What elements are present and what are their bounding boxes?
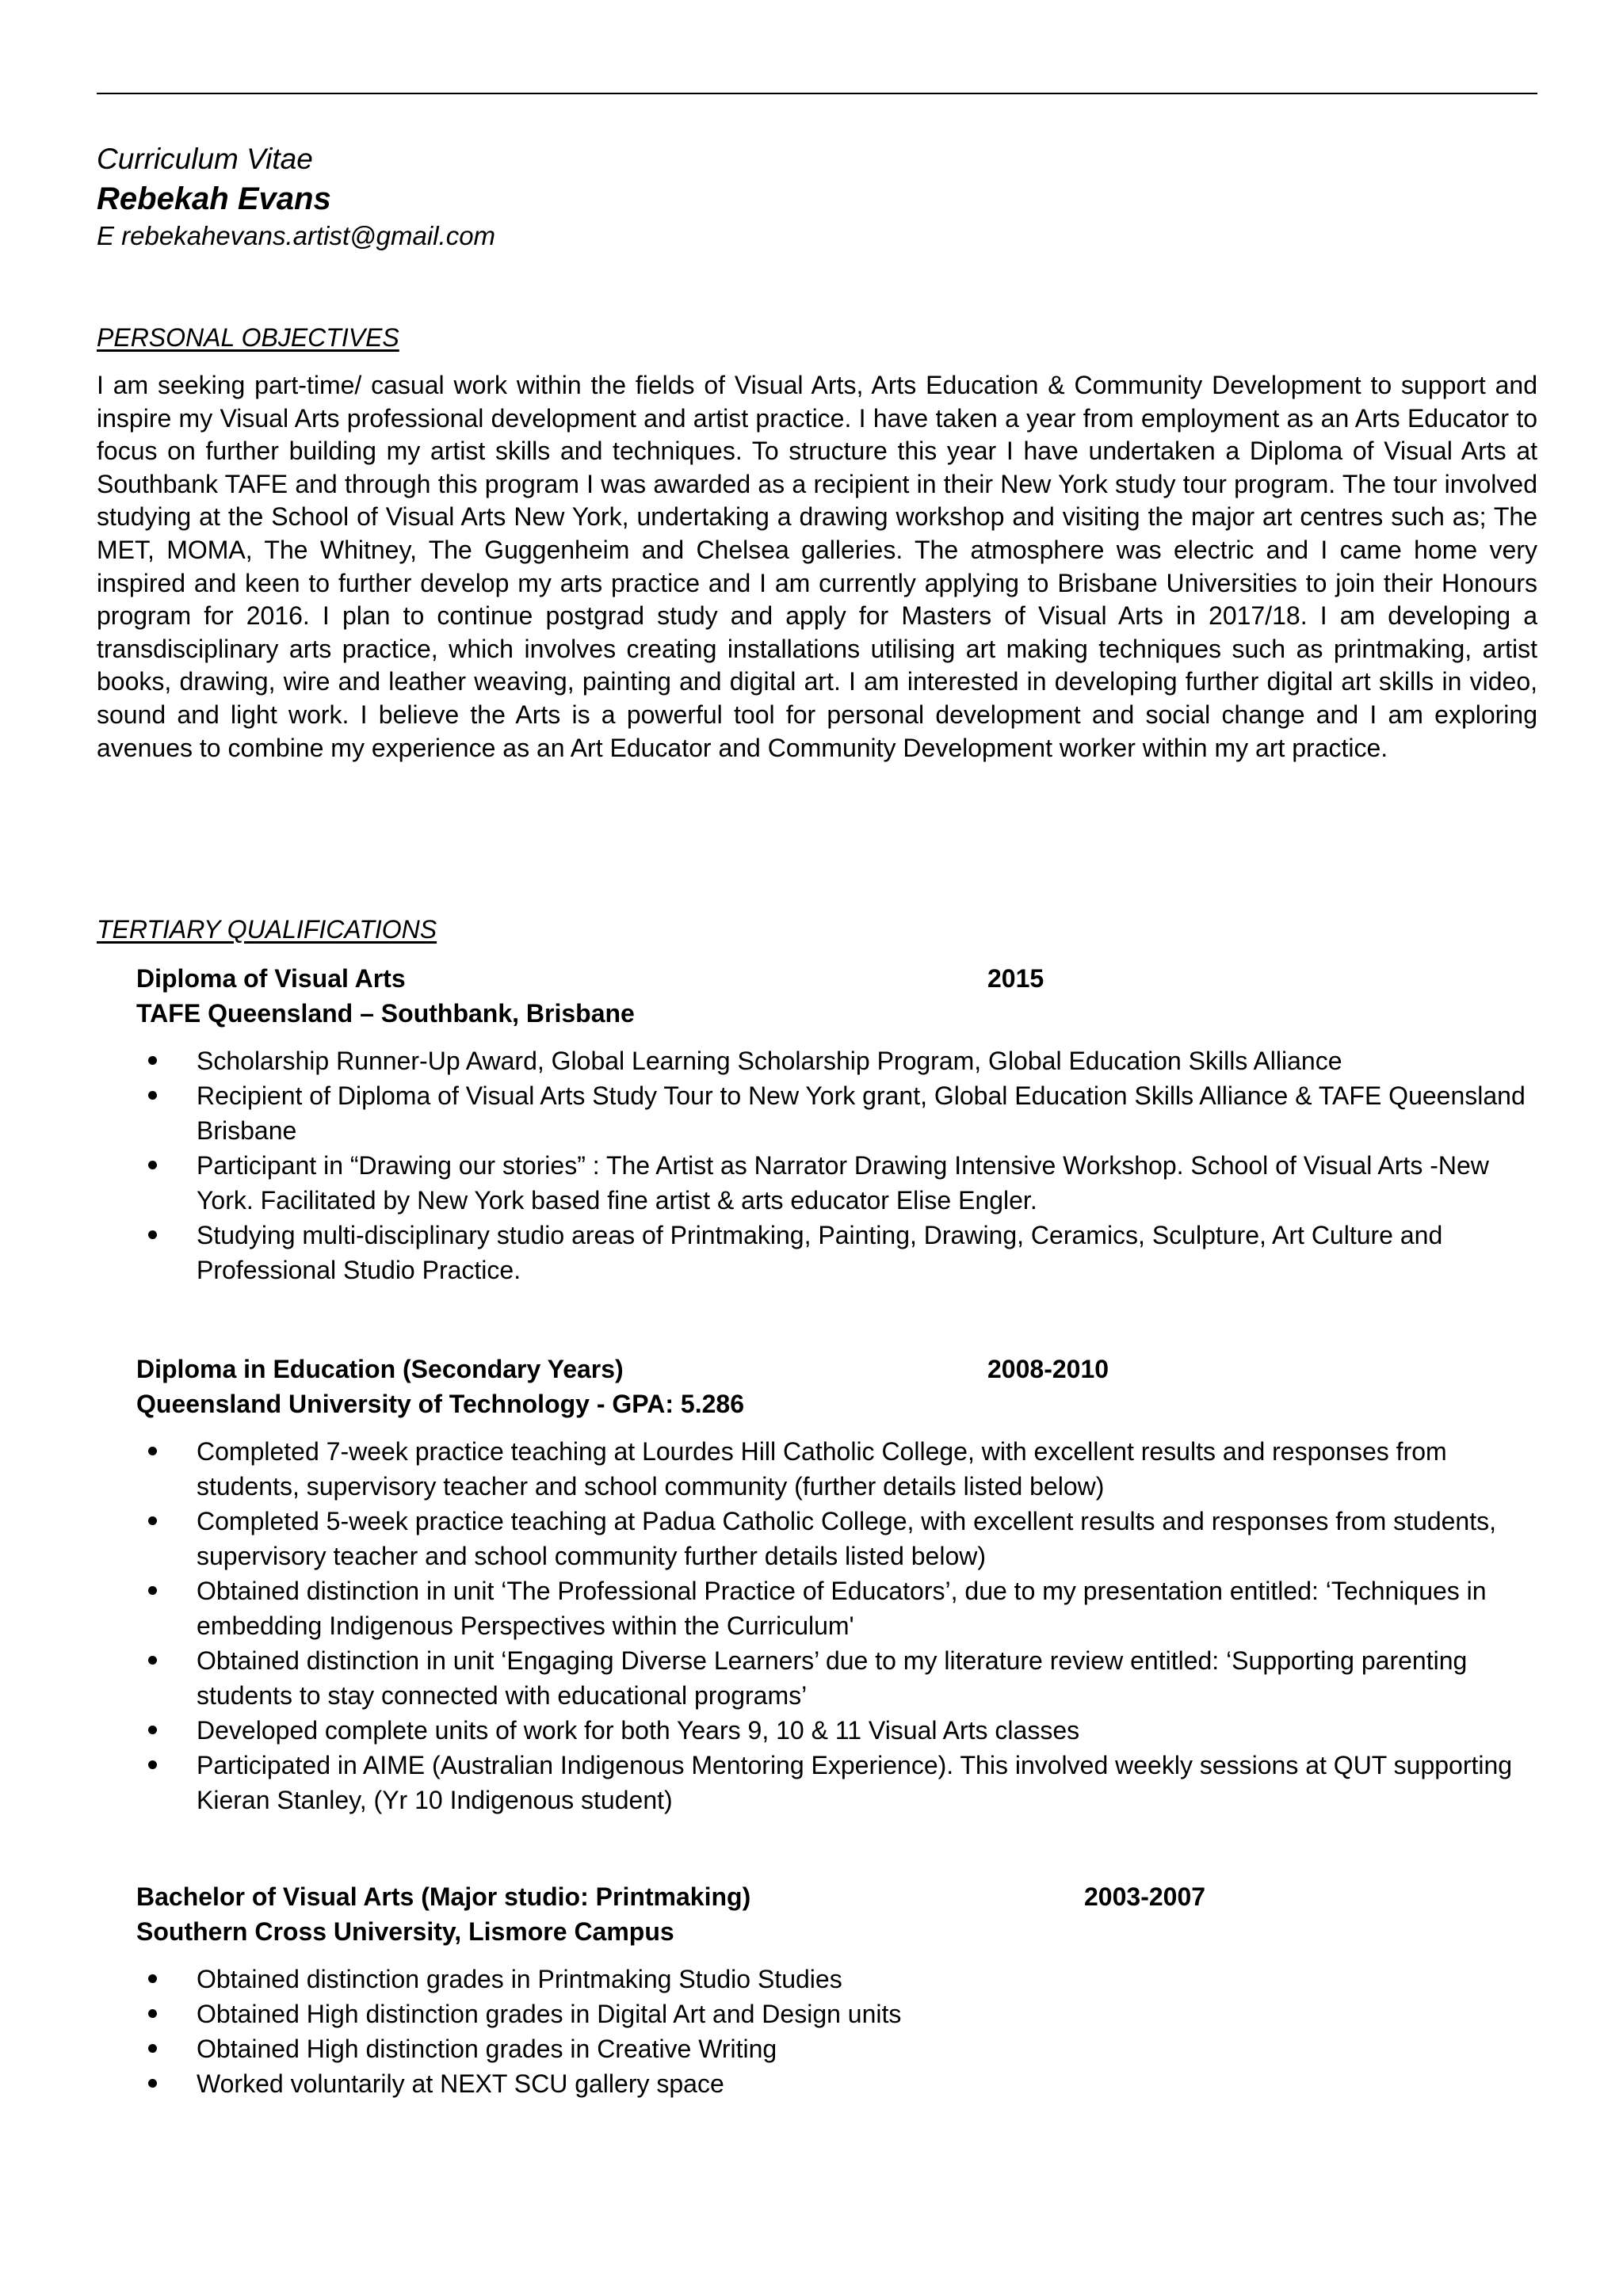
contact-email: E rebekahevans.artist@gmail.com bbox=[97, 221, 496, 250]
bullet-item: Obtained High distinction grades in Creative Writing bbox=[136, 2031, 1537, 2066]
qualification-title: Diploma of Visual Arts bbox=[136, 964, 406, 993]
bullet-item: Studying multi-disciplinary studio areas of Printmaking, Painting, Drawing, Ceramics, Sculpture, Art Culture and Professional Studio Practice. bbox=[136, 1218, 1537, 1287]
qualification-year: 2015 bbox=[987, 964, 1044, 993]
qualification-entry bbox=[136, 961, 1537, 1287]
bullet-item: Scholarship Runner-Up Award, Global Learning Scholarship Program, Global Education Skills Alliance bbox=[136, 1043, 1537, 1078]
bullet-item: Recipient of Diploma of Visual Arts Study Tour to New York grant, Global Education Skills Alliance & TAFE Queensland Brisbane bbox=[136, 1078, 1537, 1148]
qualification-institution: TAFE Queensland – Southbank, Brisbane bbox=[136, 999, 635, 1028]
objectives-paragraph: I am seeking part-time/ casual work within the fields of Visual Arts, Arts Education & Community Development to support and inspire my Visual Arts professional development and artist practice. I have taken a year from employment as an Arts Educator to focus on further building my artist skills and techniques. To structure this year I have undertaken a Diploma of Visual Arts at Southbank TAFE and through this program I was awarded as a recipient in their New York study tour program. The tour involved studying at the School of Visual Arts New York, undertaking a drawing workshop and visiting the major art centres such as; The MET, MOMA, The Whitney, The Guggenheim and Chelsea galleries. The atmosphere was electric and I came home very inspired and keen to further develop my arts practice and I am currently applying to Brisbane Universities to join their Honours program for 2016. I plan to continue postgrad study and apply for Masters of Visual Arts in 2017/18. I am developing a transdisciplinary arts practice, which involves creating installations utilising art making techniques such as printmaking, artist books, drawing, wire and leather weaving, painting and digital art. I am interested in developing further digital art skills in video, sound and light work. I believe the Arts is a powerful tool for personal development and social change and I am exploring avenues to combine my experience as an Art Educator and Community Development worker within my art practice. bbox=[97, 371, 1537, 762]
section-heading-tertiary-qualifications: TERTIARY QUALIFICATIONS bbox=[97, 915, 437, 944]
bullet-item: Obtained distinction in unit ‘The Professional Practice of Educators’, due to my presentation entitled: ‘Techniques in embedding Indigenous Perspectives within the Curriculum' bbox=[136, 1573, 1537, 1643]
qualification-entry bbox=[136, 1352, 1537, 1817]
document-title: Curriculum Vitae bbox=[97, 143, 313, 175]
qualification-year: 2008-2010 bbox=[987, 1355, 1109, 1383]
qualification-header bbox=[136, 961, 1537, 1031]
qualification-header bbox=[136, 1352, 1537, 1421]
bullet-item: Obtained distinction grades in Printmaking Studio Studies bbox=[136, 1962, 1537, 1997]
qualification-institution: Southern Cross University, Lismore Campus bbox=[136, 1917, 674, 1946]
qualification-entry bbox=[136, 1879, 1537, 2101]
qualification-bullet-list bbox=[136, 1962, 1537, 2101]
qualification-bullet-list bbox=[136, 1043, 1537, 1287]
qualification-title: Bachelor of Visual Arts (Major studio: Printmaking) bbox=[136, 1882, 751, 1911]
bullet-item: Completed 7-week practice teaching at Lourdes Hill Catholic College, with excellent results and responses from students, supervisory teacher and school community (further details listed below) bbox=[136, 1434, 1537, 1504]
bullet-item: Completed 5-week practice teaching at Padua Catholic College, with excellent results and responses from students, supervisory teacher and school community further details listed below) bbox=[136, 1504, 1537, 1573]
bullet-item: Worked voluntarily at NEXT SCU gallery space bbox=[136, 2066, 1537, 2101]
qualification-title: Diploma in Education (Secondary Years) bbox=[136, 1355, 624, 1383]
qualification-bullet-list bbox=[136, 1434, 1537, 1817]
qualification-year: 2003-2007 bbox=[1084, 1882, 1206, 1911]
bullet-item: Participant in “Drawing our stories” : The Artist as Narrator Drawing Intensive Workshop. School of Visual Arts -New York. Facilitated by New York based fine artist & arts educator Elise Engler. bbox=[136, 1148, 1537, 1218]
section-heading-personal-objectives: PERSONAL OBJECTIVES bbox=[97, 323, 399, 352]
bullet-item: Obtained High distinction grades in Digital Art and Design units bbox=[136, 1997, 1537, 2031]
bullet-item: Participated in AIME (Australian Indigenous Mentoring Experience). This involved weekly sessions at QUT supporting Kieran Stanley, (Yr 10 Indigenous student) bbox=[136, 1748, 1537, 1817]
bullet-item: Obtained distinction in unit ‘Engaging Diverse Learners’ due to my literature review entitled: ‘Supporting parenting students to stay connected with educational programs’ bbox=[136, 1643, 1537, 1713]
person-name: Rebekah Evans bbox=[97, 181, 331, 216]
qualification-header bbox=[136, 1879, 1537, 1949]
bullet-item: Developed complete units of work for both Years 9, 10 & 11 Visual Arts classes bbox=[136, 1713, 1537, 1748]
top-rule bbox=[97, 93, 1537, 94]
cv-header bbox=[97, 139, 1537, 254]
qualification-institution: Queensland University of Technology - GPA: 5.286 bbox=[136, 1390, 744, 1418]
